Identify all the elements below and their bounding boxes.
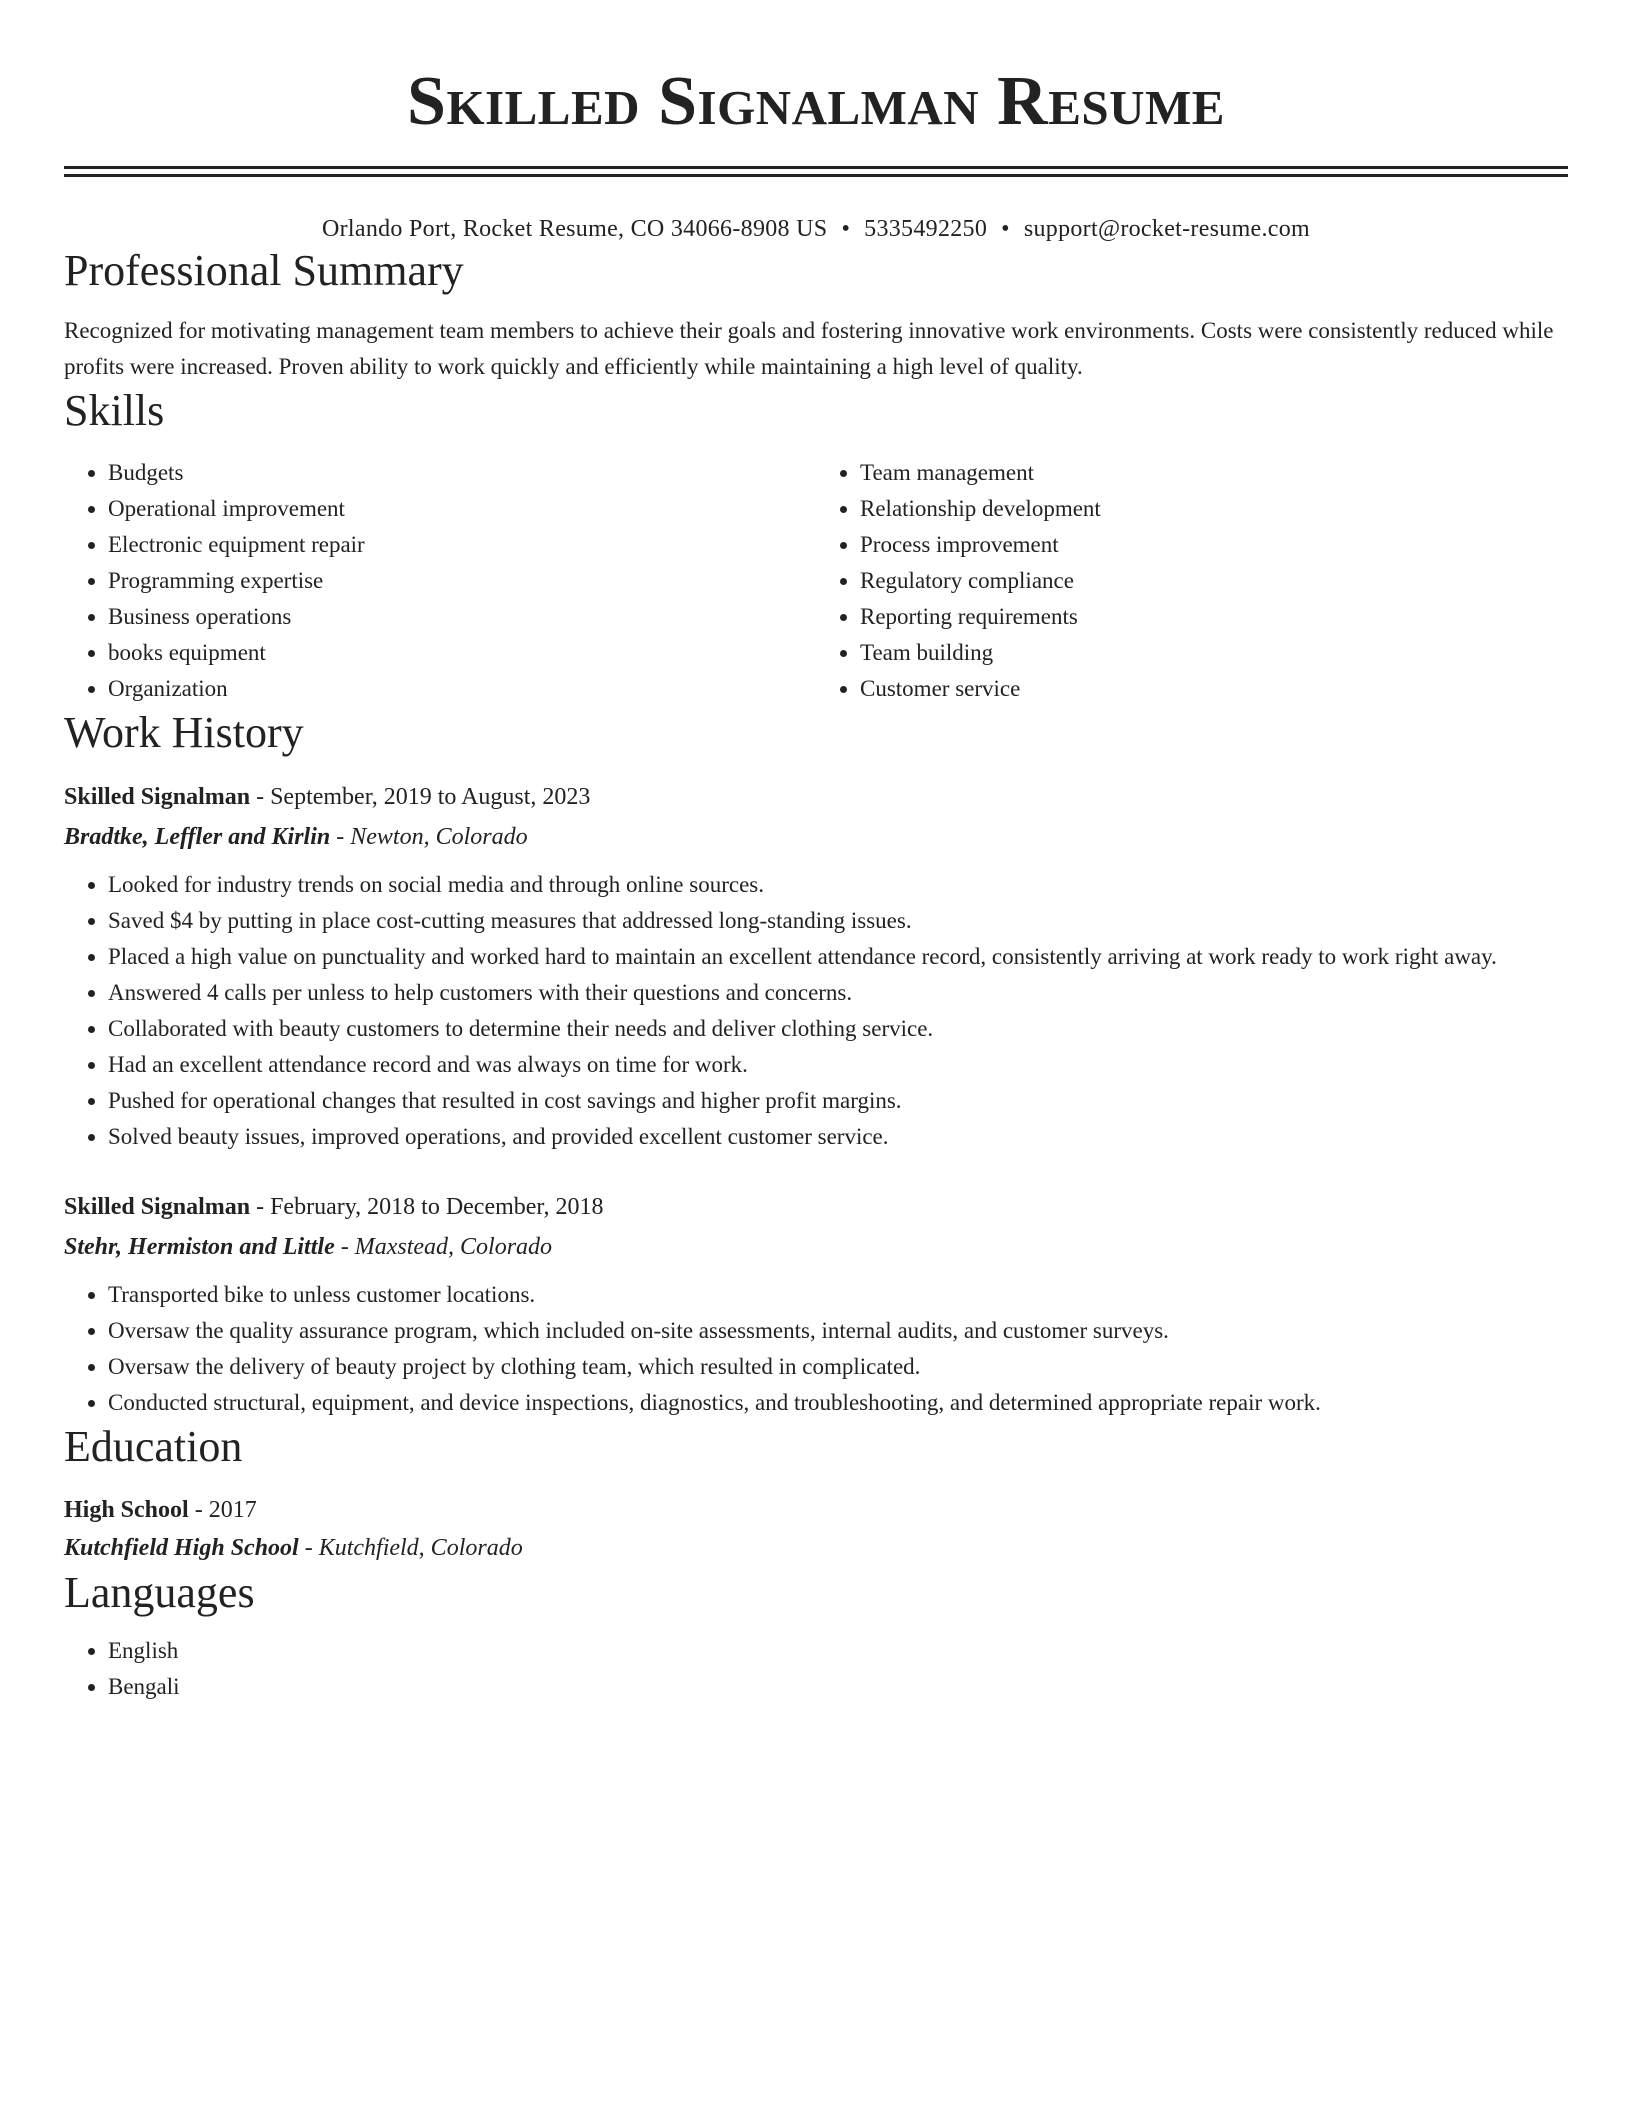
skill-item: • Regulatory compliance — [860, 563, 1568, 599]
job-dates: - September, 2019 to August, 2023 — [250, 784, 591, 810]
contact-line — [64, 213, 1568, 245]
skill-item: • Customer service — [860, 671, 1568, 707]
summary-heading: Professional Summary — [64, 246, 464, 295]
skill-item: • Organization — [108, 671, 816, 707]
job-title-line — [64, 777, 1568, 817]
education-degree-line — [64, 1491, 1568, 1529]
job-bullet: • Placed a high value on punctuality and worked hard to maintain an excellent attendance record, consistently arriving at work ready to work right away. — [108, 939, 1568, 975]
contact-phone: 5335492250 — [864, 216, 988, 242]
job-dates: - February, 2018 to December, 2018 — [250, 1194, 604, 1220]
job-company-line — [64, 1227, 1568, 1267]
job-entry — [64, 777, 1568, 1155]
language-item: • English — [108, 1633, 1568, 1669]
education-location: - Kutchfield, Colorado — [298, 1535, 523, 1561]
skills-heading: Skills — [64, 386, 165, 435]
contact-separator: • — [841, 216, 851, 242]
contact-address: Orlando Port, Rocket Resume, CO 34066-8908 US — [321, 216, 828, 242]
job-bullet: • Oversaw the quality assurance program, which included on-site assessments, internal audits, and customer surveys. — [108, 1313, 1568, 1349]
skills-columns — [64, 455, 1568, 707]
work-history-heading: Work History — [64, 708, 304, 757]
languages-heading: Languages — [64, 1568, 255, 1617]
job-bullet-list — [64, 1277, 1568, 1421]
job-bullet: • Pushed for operational changes that resulted in cost savings and higher profit margins. — [108, 1083, 1568, 1119]
job-title-line — [64, 1187, 1568, 1227]
job-title: Skilled Signalman — [64, 1194, 251, 1220]
job-bullet: • Conducted structural, equipment, and device inspections, diagnostics, and troubleshooting, and determined appropriate repair work. — [108, 1385, 1568, 1421]
job-bullet: • Oversaw the delivery of beauty project by clothing team, which resulted in complicated. — [108, 1349, 1568, 1385]
skill-item: • Relationship development — [860, 491, 1568, 527]
skill-item: • books equipment — [108, 635, 816, 671]
skill-item: • Team management — [860, 455, 1568, 491]
education-school-line — [64, 1529, 1568, 1567]
job-title: Skilled Signalman — [64, 784, 251, 810]
summary-text: Recognized for motivating management team members to achieve their goals and fostering innovative work environments. Costs were consistently reduced while profits were increased. Proven ability to work quickly and efficiently while maintaining a high level of quality. — [64, 318, 1554, 379]
education-heading: Education — [64, 1422, 243, 1471]
job-location: - Maxstead, Colorado — [334, 1234, 553, 1260]
job-bullet: • Transported bike to unless customer locations. — [108, 1277, 1568, 1313]
job-bullet: • Collaborated with beauty customers to determine their needs and deliver clothing service. — [108, 1011, 1568, 1047]
job-company-line — [64, 817, 1568, 857]
skill-item: • Operational improvement — [108, 491, 816, 527]
job-company: Stehr, Hermiston and Little — [64, 1234, 335, 1260]
contact-separator: • — [1001, 216, 1010, 242]
job-bullet: • Saved $4 by putting in place cost-cutting measures that addressed long-standing issues. — [108, 903, 1568, 939]
contact-email: support@rocket-resume.com — [1023, 216, 1311, 242]
skills-right-list — [816, 455, 1568, 707]
languages-list — [64, 1633, 1568, 1705]
skill-item: • Reporting requirements — [860, 599, 1568, 635]
job-bullet: • Looked for industry trends on social media and through online sources. — [108, 867, 1568, 903]
skill-item: • Electronic equipment repair — [108, 527, 816, 563]
job-bullet-list — [64, 867, 1568, 1155]
language-item: • Bengali — [108, 1669, 1568, 1705]
skill-item: • Team building — [860, 635, 1568, 671]
skill-item: • Budgets — [108, 455, 816, 491]
education-degree: High School — [64, 1497, 189, 1523]
skill-item: • Process improvement — [860, 527, 1568, 563]
job-location: - Newton, Colorado — [330, 824, 528, 850]
education-school: Kutchfield High School — [64, 1535, 299, 1561]
job-company: Bradtke, Leffler and Kirlin — [64, 824, 331, 850]
job-entry — [64, 1187, 1568, 1421]
resume-title: Skilled Signalman Resume — [407, 63, 1225, 140]
skill-item: • Business operations — [108, 599, 816, 635]
skill-item: • Programming expertise — [108, 563, 816, 599]
job-bullet: • Solved beauty issues, improved operations, and provided excellent customer service. — [108, 1119, 1568, 1155]
education-year: - 2017 — [188, 1497, 257, 1523]
job-bullet: • Answered 4 calls per unless to help customers with their questions and concerns. — [108, 975, 1568, 1011]
skills-left-list — [64, 455, 816, 707]
title-double-rule — [64, 166, 1568, 177]
job-bullet: • Had an excellent attendance record and was always on time for work. — [108, 1047, 1568, 1083]
